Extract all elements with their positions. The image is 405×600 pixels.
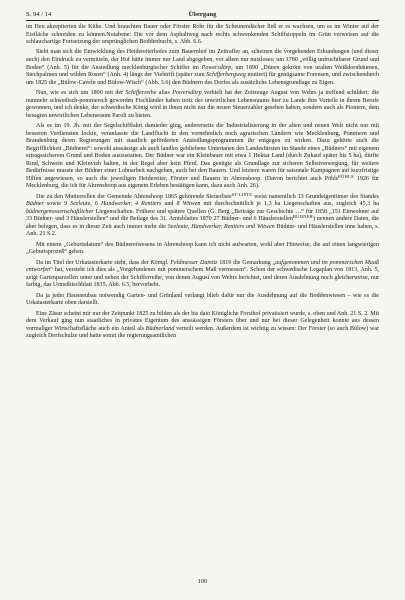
text-run: verhielt hat der Zeitzeuge August von Wehrs ja treffend schildert: die nunmehr schwedisch-pommersch geworden Fischländer haben trotz des unwirtlichen Lebensraums hier zu Lande ihre Vorteile in ihrem Berufe gewonnen, und ich denke, der schwedische König wird in ihnen nicht nur die neuen Steuerzahler gesehen haben, sondern auch als Pioniere, dem besagten unwirtlichen Lebensraum Paroli zu bieten.: [26, 89, 379, 119]
text-run: 1819 die Gemarkung „: [217, 259, 276, 266]
text-run: Notabene: Die vor dem Asphaltweg nach rechts schwenkenden Schilfstoppeln im Grün verweisen auf die schlauchartige Fortsetzung der ursprünglichen Boddenbucht, s. Abb. 6.6.: [26, 31, 379, 46]
page-reference: S. 94 / 14: [26, 11, 52, 18]
text-run: weist namentlich 13 Grundeigentümer des Standes: [252, 193, 379, 200]
text-run: alias: [156, 89, 173, 96]
italic-text: aufgenommen und im pommerschen Maaß entworfen: [26, 259, 379, 274]
paragraph: [26, 293, 379, 308]
text-run: Da ja jeder Hausneubau notwendig Garten- und Grünland verlangt blieb dafür nur die Ausdehnung auf die Boddenwiesen – wie es die Urkatasterkarte oben darstellt.: [26, 292, 379, 307]
paragraph: [26, 90, 379, 120]
italic-text: Seeleute, Handwerker, Rentiers und Witwen: [167, 223, 275, 230]
text-run: “ hat, versteht ich dies als „Vorgefundenes mit pommerschem Maß vermessen“. Schon der schwedische Legaplan von 1813, Anh. 5, zeigt Gartenparzellen unter und neben der Schifferreihe, von denen August von Wehrs berichtet, und deren Ausdehnung noch gleicherweise, nur farbig, das Urmeßtischblatt 1835, Abb. 6.5, hervorhebt.: [26, 267, 379, 289]
text-run: Nun, wie es sich um 1800 mit der: [36, 89, 126, 96]
paragraph: [26, 49, 379, 87]
italic-text: Schifferbergweg: [206, 72, 246, 79]
citation-marker: ST-LISTE: [231, 191, 253, 197]
italic-text: Büdner: [26, 201, 44, 208]
paragraph: [26, 191, 379, 239]
text-run: Büdner- und Häuslerstellen inne haben, s. Anh. 21 S.2.: [26, 223, 379, 238]
paragraph: [26, 242, 379, 257]
text-run: ) nennen andere Daten, die aber belegen, dass es in dieser Zeit auch immer mehr die: [26, 216, 379, 230]
text-run: mit durchschnittlich je 1,3 ha Liegenschaften aus, zugleich 45,3 ha: [200, 201, 379, 208]
text-run: verteilt werden. Außerdem ist wichtig zu wissen: Der Förster (so auch Bülow) war zugleich Dorfschulze und hatte somit die regierungsamtlichen: [26, 325, 379, 340]
italic-text: Königl. Feldmesser Damitz: [150, 259, 218, 266]
text-run: Liegenschaften. Frühere und spätere Quellen (G. Berg „Beiträge zur Geschichte …“ für 1858 „151 Einwohner auf 33 Büdner- und 3 Häuslerstellen“ und die Beilage des 31. Amtsblattes 1870 27 Büdner- und 6 Häuslerstellen: [26, 208, 379, 223]
text-run: im Heu akzeptierten die Kühe. Und brauchten Bauer oder Förster Rohr für die Scheunendächer ließ er es wachsen, um es im Winter auf der Eisfläche schneiden zu können.: [26, 24, 379, 38]
italic-text: Büdnerland: [145, 325, 175, 332]
page-number: 100: [197, 578, 208, 585]
paragraph: [26, 311, 379, 341]
running-header: [26, 11, 379, 21]
text-run: Die zu den Mutterrollen der Gemeinde Ahrenshoop 1865 gehörende Steuerliste: [36, 193, 232, 200]
body-text: [26, 24, 379, 341]
italic-text: 8 Witwen: [176, 201, 201, 208]
paragraph: [26, 260, 379, 290]
text-run: 1926 für Mecklenburg, die ich für Ahrenshoop aus eigenem Erleben bestätigen kann, dazu auch Anh. 26).: [26, 175, 380, 190]
italic-text: Schifferreihe: [125, 89, 157, 96]
italic-text: Powersdörp: [172, 89, 202, 96]
text-run: Mit einem „Geburtsdatum“ des Büdnereiwesens in Ahrenshoop kann ich nicht aufwarten, wohl aber Hinweise, die auf einen langwierigen „Geburtsprozeß“ gehen.: [26, 241, 379, 256]
text-run: Als es im 19. Jh. mit der Segelschifffahrt damieder ging, andererseits die Industrialisierung in der alten und neuen Welt nicht nur mit besseren Verdiensten lockte, veranlasste die Landflucht in den vornehmlich noch agrarischen Ländern wie Mecklenburg, Pommern und Brandenburg deren Regierungen mit staatlich geförderten Ansiedlungsprogrammen ihr entgegen zu wirken. Dazu gehörte auch die Begrifflichkeit „Büdnerei“: sowohl anssässige als auch landlos gebliebene Untertanen des Landesfürsten im Stande eines „Büdners“ mit eigenem ertragssicherem Grund und Boden auszustatten. Der Büdner war ein Kleinbauer mit etwa 1 Hektar Land (durch Zukauf später bis 5 ha), dürfte Rind, Schwein und Kleinvieh halten, in der Regel aber kein Pferd. Das genügte als Grundlage zur sicheren Selbstversorgung, für weitere Bedürfnisse musste der Büdner einer Lohnarbeit nachgehen, auch bei den Bauern. Und letztere waren für saisonale Kampagnen auf kurzfristige Hilfen angewiesen, so auch die jeweiligen Heidereiter, Förster und Bauern in Ahrenshoop. (Davon berichtet auch Pöhls: [26, 122, 379, 182]
citation-marker: PÖHLS: [338, 173, 354, 179]
italic-text: büdnergenossenschaftlicher: [26, 208, 94, 215]
chapter-title: Übergang: [188, 11, 217, 18]
citation-marker: BÜDNER: [292, 214, 314, 220]
text-run: Eine Zäsur scheint mir nur der Zeitpunkt 1825 zu bilden als der bis dato Königliche Forsthof privatisiert wurde, s. oben und Anh. 21 S. 2. Mit dem Verkauf ging nun staatliches in privates Eigentum des anssässigen Försters über und nur bei dieser Gelegenheit konnte aus dessen vormaliger Wirtschaftsfläche auch ein Anteil als: [26, 310, 379, 332]
text-run: Sieht man sich die Entwicklung des Heidereiterhofes zum Bauernhof im Zeitraffer an, scheinen die vorgehenden Erkundungen (und dieser auch) den Eindruck zu vermitteln, der Hof hätte immer nur Land abgegeben, vor allem nur nutzloses: um 1780 „völlig unfruchtbarer Grund und Boden“ (Anh. 5) für die Ansiedlung mecklenburgischer Schiffer im: [26, 49, 379, 71]
text-run: Da im Titel der Urkatasterkarte steht, dass der: [36, 259, 151, 266]
paragraph: [26, 24, 379, 47]
text-run: und: [161, 201, 177, 208]
italic-text: 9 Seeleute, 6 Handwerker, 4 Rentiers: [64, 201, 162, 208]
text-run: mutiert) für genügsame Forensen, und zwischendurch um 1825 die „Bülow-Caveln und Bülow-Wisch“ (Abb. 3.6) den Büdnern des Dorfes als zusätzliche Lebensgrundlage zu Eigen.: [26, 72, 379, 86]
paragraph: [26, 123, 379, 191]
italic-text: Powersdörp: [201, 64, 232, 71]
text-run: , um 1890 „Dünen gekrönt von uralten Weißdornbäumen, Stechpalmen und wilden Rosen“ (Anh. 4) längs der Viehtrift (später zum: [26, 64, 379, 79]
text-run: sowie: [43, 201, 65, 208]
